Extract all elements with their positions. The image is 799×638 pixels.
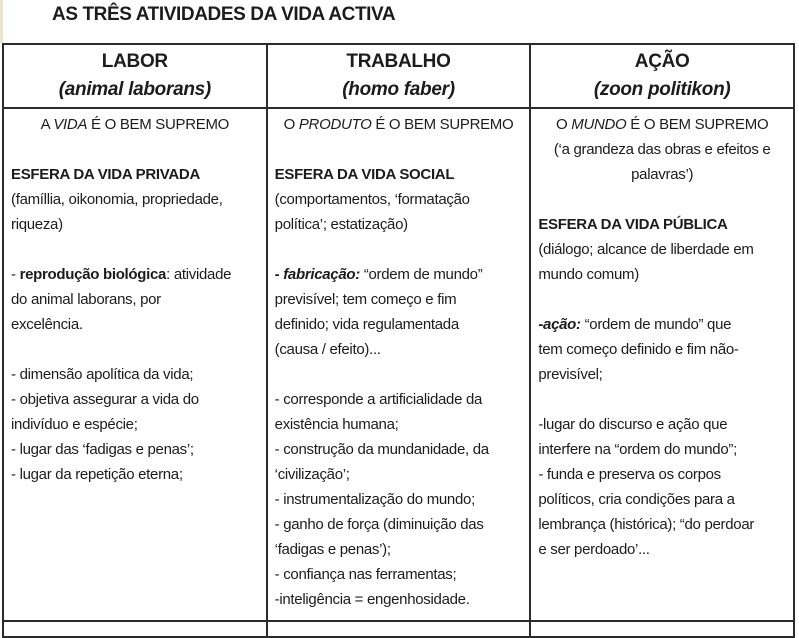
text-segment: do animal laborans, por: [11, 291, 161, 308]
text-segment: lembrança (histórica); “do perdoar: [538, 516, 755, 533]
text-segment: PRODUTO: [298, 116, 372, 133]
text-segment: -ação:: [538, 316, 581, 333]
text-segment: - lugar da repetição eterna;: [11, 466, 183, 483]
text-line: [11, 187, 259, 212]
text-segment: - confiança nas ferramentas;: [274, 566, 457, 583]
page-edge-strip: [0, 0, 3, 43]
text-line: [275, 112, 523, 137]
column-body-trabalho: [268, 109, 530, 620]
text-line: [538, 337, 786, 362]
text-segment: ‘fadigas e penas’);: [274, 541, 391, 558]
text-segment: (famíllia, oikonomia, propriedade,: [11, 191, 223, 208]
text-line: [275, 287, 523, 312]
text-line: [275, 437, 523, 462]
text-line: [538, 237, 786, 262]
text-line: [538, 312, 786, 337]
text-line: [538, 487, 786, 512]
text-line: [538, 137, 786, 162]
text-line: [11, 112, 259, 137]
text-line: [275, 587, 523, 612]
text-line: [275, 412, 523, 437]
text-segment: mundo comum): [538, 266, 639, 283]
text-segment: VIDA: [53, 116, 88, 133]
text-segment: (comportamentos, ‘formatação: [274, 191, 470, 208]
text-segment: riqueza): [11, 216, 63, 233]
text-segment: existência humana;: [274, 416, 399, 433]
text-line: [275, 387, 523, 412]
text-line: [538, 212, 786, 237]
text-line: [275, 562, 523, 587]
text-segment: É O BEM SUPREMO: [626, 116, 769, 133]
text-line: [538, 462, 786, 487]
vida-activa-table: [2, 43, 795, 638]
text-line: [275, 212, 523, 237]
page-title: AS TRÊS ATIVIDADES DA VIDA ACTIVA: [52, 4, 396, 25]
text-segment: (diálogo; alcance de liberdade em: [538, 241, 754, 258]
text-segment: -lugar do discurso e ação que: [538, 416, 728, 433]
text-segment: - funda e preserva os corpos: [538, 466, 721, 483]
text-segment: ESFERA DA VIDA PRIVADA: [11, 166, 200, 183]
text-segment: : atividade: [166, 266, 232, 283]
text-segment: previsível;: [538, 366, 603, 383]
text-line: [275, 162, 523, 187]
text-line: [538, 412, 786, 437]
text-segment: -inteligência = engenhosidade.: [274, 591, 470, 608]
column-header-trabalho-name: TRABALHO: [346, 51, 451, 72]
text-line: [538, 112, 786, 137]
column-header-labor: [4, 45, 266, 107]
text-line: [538, 437, 786, 462]
text-segment: O: [283, 116, 299, 133]
text-segment: MUNDO: [571, 116, 627, 133]
text-segment: - corresponde a artificialidade da: [274, 391, 483, 408]
text-segment: - lugar das ‘fadigas e penas’;: [11, 441, 194, 458]
text-line: [275, 512, 523, 537]
text-line: [11, 412, 259, 437]
text-line: [11, 362, 259, 387]
text-line: [538, 387, 786, 412]
text-line: [275, 137, 523, 162]
text-line: [275, 337, 523, 362]
text-segment: - dimensão apolítica da vida;: [11, 366, 194, 383]
text-segment: É O BEM SUPREMO: [371, 116, 514, 133]
partial-row-cell: [4, 622, 266, 636]
text-segment: - construção da mundanidade, da: [274, 441, 489, 458]
text-line: [11, 337, 259, 362]
text-line: [538, 512, 786, 537]
text-segment: definido; vida regulamentada: [274, 316, 459, 333]
column-body-acao: [531, 109, 793, 620]
text-line: [538, 187, 786, 212]
text-segment: (‘a grandeza das obras e efeitos e: [553, 141, 771, 158]
column-header-labor-name: LABOR: [101, 51, 168, 72]
text-segment: ‘civilização’;: [274, 466, 350, 483]
text-segment: (causa / efeito)...: [274, 341, 381, 358]
text-segment: É O BEM SUPREMO: [87, 116, 230, 133]
text-line: [11, 462, 259, 487]
text-segment: “ordem de mundo”: [359, 266, 483, 283]
text-segment: excelência.: [11, 316, 83, 333]
column-body-labor: [4, 109, 266, 620]
text-segment: palavras’): [631, 166, 694, 183]
text-line: [11, 387, 259, 412]
text-line: [275, 537, 523, 562]
text-line: [275, 312, 523, 337]
text-segment: interfere na “ordem do mundo”;: [538, 441, 737, 458]
text-line: [538, 362, 786, 387]
text-segment: O: [556, 116, 572, 133]
text-line: [11, 212, 259, 237]
text-segment: política’; estatização): [274, 216, 408, 233]
text-segment: A: [40, 116, 54, 133]
text-line: [275, 487, 523, 512]
text-segment: reprodução biológica: [19, 266, 167, 283]
text-line: [538, 162, 786, 187]
text-line: [538, 537, 786, 562]
text-line: [11, 262, 259, 287]
text-line: [538, 262, 786, 287]
text-line: [275, 187, 523, 212]
text-segment: -: [11, 266, 20, 283]
text-line: [11, 437, 259, 462]
text-line: [275, 262, 523, 287]
text-segment: - instrumentalização do mundo;: [274, 491, 475, 508]
text-segment: “ordem de mundo” que: [580, 316, 732, 333]
text-segment: tem começo definido e fim não-: [538, 341, 739, 358]
column-header-acao-latin: (zoon politikon): [593, 79, 731, 100]
column-header-trabalho-latin: (homo faber): [342, 79, 455, 100]
text-segment: ESFERA DA VIDA PÚBLICA: [538, 216, 728, 233]
text-line: [11, 137, 259, 162]
text-line: [275, 362, 523, 387]
text-line: [538, 287, 786, 312]
text-line: [11, 287, 259, 312]
text-segment: - objetiva assegurar a vida do: [11, 391, 199, 408]
text-line: [11, 237, 259, 262]
column-header-acao-name: AÇÃO: [634, 51, 690, 72]
column-header-labor-latin: (animal laborans): [58, 79, 211, 100]
text-segment: previsível; tem começo e fim: [274, 291, 457, 308]
column-header-trabalho: [268, 45, 530, 107]
text-segment: e ser perdoado’...: [538, 541, 650, 558]
text-line: [11, 312, 259, 337]
text-line: [275, 462, 523, 487]
partial-row-cell: [268, 622, 530, 636]
text-segment: indivíduo e espécie;: [11, 416, 138, 433]
partial-row-cell: [531, 622, 793, 636]
text-line: [275, 237, 523, 262]
text-segment: políticos, cria condições para a: [538, 491, 735, 508]
text-segment: - fabricação:: [274, 266, 360, 283]
text-line: [11, 162, 259, 187]
text-segment: - ganho de força (diminuição das: [274, 516, 484, 533]
text-segment: ESFERA DA VIDA SOCIAL: [274, 166, 455, 183]
column-header-acao: [531, 45, 793, 107]
